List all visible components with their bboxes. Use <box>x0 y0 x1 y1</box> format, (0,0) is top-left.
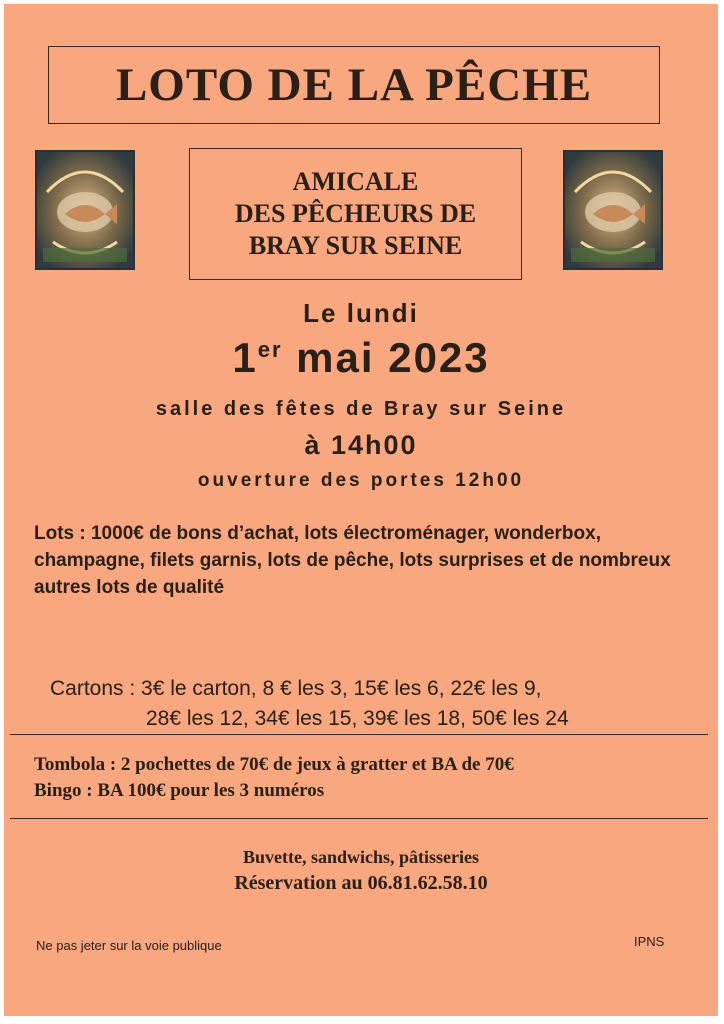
buvette-section <box>4 844 718 896</box>
association-line-3: BRAY SUR SEINE <box>248 231 463 260</box>
club-logo-right <box>563 150 663 270</box>
footer-notice: Ne pas jeter sur la voie publique <box>36 938 222 953</box>
title-box <box>48 46 660 124</box>
event-time: à 14h00 <box>304 430 418 460</box>
prizes-text: Lots : 1000€ de bons d’achat, lots électroménager, wonderbox, champagne, filets garnis, lots de pêche, lots surprises et de nombreux autres lots de qualité <box>34 523 671 598</box>
divider <box>10 734 708 735</box>
cartons-line-2: 28€ les 12, 34€ les 15, 39€ les 18, 50€ les 24 <box>146 707 569 730</box>
fish-emblem-icon <box>37 152 133 268</box>
event-day: Le lundi <box>303 298 419 328</box>
event-venue: salle des fêtes de Bray sur Seine <box>155 398 567 420</box>
association-line-1: AMICALE <box>292 167 419 196</box>
footer-ipns: IPNS <box>634 934 665 949</box>
tombola-section <box>34 752 684 804</box>
club-logo-left <box>35 150 135 270</box>
date-ordinal: er <box>257 337 283 362</box>
doors-opening: ouverture des portes 12h00 <box>197 470 525 491</box>
date-month-year: mai 2023 <box>282 334 490 381</box>
bingo-line: Bingo : BA 100€ pour les 3 numéros <box>34 780 325 801</box>
cartons-pricing <box>50 674 690 734</box>
cartons-line-1: Cartons : 3€ le carton, 8 € les 3, 15€ les 6, 22€ les 9, <box>50 677 542 700</box>
event-date <box>4 334 718 382</box>
page-title: LOTO DE LA PÊCHE <box>115 59 593 111</box>
flyer-sheet <box>4 4 718 1016</box>
fish-emblem-icon <box>565 152 661 268</box>
association-line-2: DES PÊCHEURS DE <box>234 199 477 228</box>
association-box <box>189 148 522 280</box>
date-number: 1 <box>232 334 258 381</box>
divider <box>10 818 708 819</box>
buvette-line: Buvette, sandwichs, pâtisseries <box>242 847 479 867</box>
tombola-line: Tombola : 2 pochettes de 70€ de jeux à gratter et BA de 70€ <box>34 754 514 775</box>
reservation-line: Réservation au 06.81.62.58.10 <box>234 872 488 894</box>
